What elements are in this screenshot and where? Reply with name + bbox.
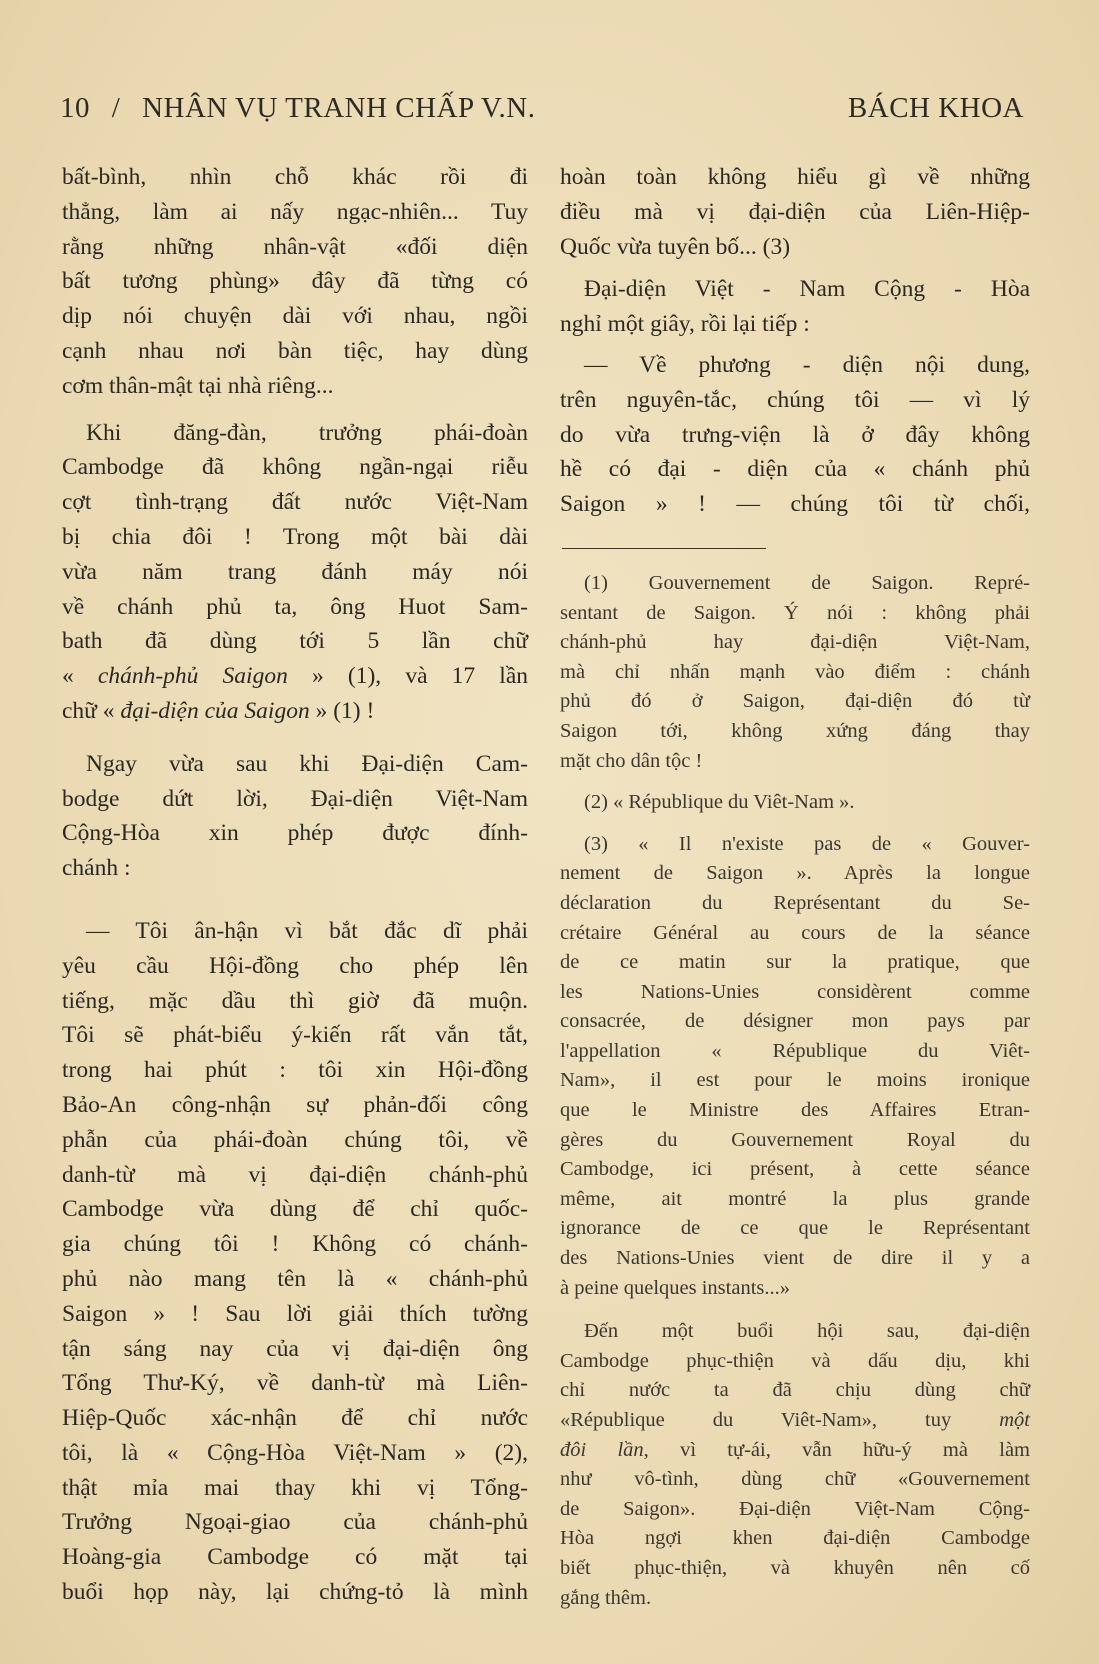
text-line: cạnh nhau nơi bàn tiệc, hay dùng	[62, 337, 528, 364]
text-line: Đến một buổi hội sau, đại-diện	[584, 1320, 1030, 1343]
text-fragment: , vì tự-ái, vẫn hữu-ý mà làm	[643, 1438, 1030, 1461]
text-line: Saigon » ! — chúng tôi từ chối,	[560, 491, 1030, 518]
text-line: trong hai phút : tôi xin Hội-đồng	[62, 1057, 528, 1084]
italic-term: đại-diện của Saigon	[120, 697, 310, 724]
text-line: bất-bình, nhìn chỗ khác rồi đi	[62, 164, 528, 190]
text-line: tôi, là « Cộng-Hòa Việt-Nam » (2),	[62, 1439, 528, 1466]
text-line: consacrée, de désigner mon pays par	[560, 1010, 1030, 1033]
paragraph	[560, 160, 1030, 264]
footnote-divider	[562, 548, 766, 549]
paragraph	[62, 914, 528, 1610]
text-line: tiếng, mặc dầu thì giờ đã muộn.	[62, 987, 528, 1014]
text-line: hoàn toàn không hiểu gì về những	[560, 164, 1030, 190]
text-line: Cambodge đã không ngần-ngại riễu	[62, 454, 528, 481]
text-line	[62, 659, 528, 694]
text-line: mặt cho dân tộc !	[560, 749, 703, 772]
text-line: Tổng Thư-Ký, về danh-từ mà Liên-	[62, 1370, 528, 1397]
text-line: buổi họp này, lại chứng-tỏ là mình	[62, 1579, 528, 1606]
text-line: Saigon tới, không xứng đáng thay	[560, 719, 1030, 742]
text-line: Hòa ngợi khen đại-diện Cambodge	[560, 1527, 1030, 1550]
text-line: nement de Saigon ». Après la longue	[560, 862, 1030, 885]
text-line: Cambodge, ici présent, à cette séance	[560, 1158, 1030, 1181]
text-line: Cambodge vừa dùng để chỉ quốc-	[62, 1196, 528, 1223]
text-line: Trưởng Ngoại-giao của chánh-phủ	[62, 1509, 528, 1536]
running-header	[60, 92, 1024, 138]
footnote-3	[560, 830, 1030, 1304]
header-left	[60, 92, 535, 125]
text-line: nghỉ một giây, rồi lại tiếp :	[560, 311, 810, 338]
footnotes	[560, 569, 1030, 1613]
text-fragment: «République du Viêt-Nam», tuy	[560, 1409, 1000, 1431]
text-line: Saigon » ! Sau lời giải thích tường	[62, 1300, 528, 1327]
text-line: Đại-diện Việt - Nam Cộng - Hòa	[584, 276, 1030, 303]
page-number: 10	[60, 92, 90, 124]
text-line: sentant de Saigon. Ý nói : không phải	[560, 601, 1030, 624]
text-line: (3) « Il n'existe pas de « Gouver-	[584, 832, 1030, 855]
text-line: Tôi sẽ phát-biểu ý-kiến rất vắn tắt,	[62, 1022, 528, 1049]
text-line: (2) « République du Viêt-Nam ».	[584, 791, 855, 814]
text-line: cợt tình-trạng đất nước Việt-Nam	[62, 489, 528, 516]
italic-term: đôi lần	[560, 1438, 644, 1461]
text-line: Hoàng-gia Cambodge có mặt tại	[62, 1544, 528, 1571]
text-line: phủ nào mang tên là « chánh-phủ	[62, 1265, 528, 1292]
text-line: gia chúng tôi ! Không có chánh-	[62, 1231, 528, 1258]
paragraph	[560, 1317, 1030, 1613]
text-line: ignorance de ce que le Représentant	[560, 1217, 1030, 1240]
publication-name: BÁCH KHOA	[847, 92, 1024, 124]
text-line: Nam», il est pour le moins ironique	[560, 1069, 1030, 1092]
paragraph	[560, 272, 1030, 342]
text-line: do vừa trưng-viện là ở đây không	[560, 421, 1030, 448]
paragraph	[62, 747, 528, 886]
paragraph	[62, 416, 528, 729]
text-line: điều mà vị đại-diện của Liên-Hiệp-	[560, 198, 1030, 225]
text-line: (1) Gouvernement de Saigon. Repré-	[584, 571, 1030, 594]
quote-open: «	[62, 663, 74, 690]
text-line: de ce matin sur la pratique, que	[560, 951, 1030, 974]
text-line: — Về phương - diện nội dung,	[584, 351, 1030, 378]
text-line: phủ đó ở Saigon, đại-diện đó từ	[560, 690, 1030, 713]
text-line: à peine quelques instants...»	[560, 1276, 791, 1299]
text-line: vừa năm trang đánh máy nói	[62, 558, 528, 585]
text-line: Ngay vừa sau khi Đại-diện Cam-	[86, 750, 528, 777]
text-line: yêu cầu Hội-đồng cho phép lên	[62, 952, 528, 979]
text-line: Bảo-An công-nhận sự phản-đối công	[62, 1091, 528, 1118]
paragraph	[560, 348, 1030, 522]
text-line: Quốc vừa tuyên bố... (3)	[560, 233, 791, 260]
text-line: bất tương phùng» đây đã từng có	[62, 268, 528, 295]
text-line: chánh :	[62, 855, 131, 882]
text-line: thật mỉa mai thay khi vị Tổng-	[62, 1474, 528, 1501]
text-line: bath đã dùng tới 5 lần chữ	[62, 628, 528, 655]
text-line: les Nations-Unies considèrent comme	[560, 980, 1030, 1003]
text-line: des Nations-Unies vient de dire il y a	[560, 1247, 1030, 1270]
text-line: crétaire Général au cours de la séance	[560, 921, 1030, 944]
text-line: l'appellation « République du Viêt-	[560, 1039, 1030, 1062]
text-fragment: chữ «	[62, 697, 115, 724]
text-line: Khi đăng-đàn, trưởng phái-đoàn	[86, 419, 528, 446]
footnote-2	[560, 788, 1030, 818]
text-line	[560, 1406, 1030, 1436]
text-line: tận sáng nay của vị đại-diện ông	[62, 1335, 528, 1362]
text-line: rằng những nhân-vật «đối diện	[62, 233, 528, 260]
text-line: même, ait montré la plus grande	[560, 1187, 1030, 1210]
text-line: thẳng, làm ai nấy ngạc-nhiên... Tuy	[62, 198, 528, 225]
text-line: gắng thêm.	[560, 1586, 652, 1609]
text-line: Cambodge phục-thiện và dấu dịu, khi	[560, 1349, 1030, 1372]
text-line: que le Ministre des Affaires Etran-	[560, 1099, 1030, 1122]
text-line: — Tôi ân-hận vì bắt đắc dĩ phải	[86, 917, 528, 944]
text-line: dịp nói chuyện dài với nhau, ngồi	[62, 303, 528, 330]
text-line: Cộng-Hòa xin phép được đính-	[62, 820, 528, 847]
text-line: bodge dứt lời, Đại-diện Việt-Nam	[62, 785, 528, 812]
paragraph	[62, 160, 528, 404]
text-line: déclaration du Représentant du Se-	[560, 891, 1030, 914]
text-line: cơm thân-mật tại nhà riêng...	[62, 372, 334, 399]
italic-term: một	[999, 1409, 1030, 1431]
text-line: như vô-tình, dùng chữ «Gouvernement	[560, 1468, 1030, 1491]
left-column	[62, 160, 528, 1610]
text-line: về chánh phủ ta, ông Huot Sam-	[62, 593, 528, 620]
section-title: NHÂN VỤ TRANH CHẤP V.N.	[142, 92, 536, 124]
right-column	[560, 160, 1030, 1613]
text-line: hề có đại - diện của « chánh phủ	[560, 456, 1030, 483]
footnote-1	[560, 569, 1030, 776]
text-line: phẫn của phái-đoàn chúng tôi, về	[62, 1126, 528, 1153]
text-line: trên nguyên-tắc, chúng tôi — vì lý	[560, 386, 1030, 413]
text-fragment: » (1), và 17 lần	[312, 663, 529, 690]
text-line	[560, 1436, 1030, 1466]
text-line: Hiệp-Quốc xác-nhận để chỉ nước	[62, 1405, 528, 1432]
text-line: gères du Gouvernement Royal du	[560, 1128, 1030, 1151]
text-line: biết phục-thiện, và khuyên nên cố	[560, 1556, 1030, 1579]
text-line: bị chia đôi ! Trong một bài dài	[62, 523, 528, 550]
text-line: chánh-phủ hay đại-diện Việt-Nam,	[560, 631, 1030, 654]
text-line: mà chỉ nhấn mạnh vào điểm : chánh	[560, 660, 1030, 683]
text-line: chỉ nước ta đã chịu dùng chữ	[560, 1379, 1030, 1402]
text-fragment: » (1) !	[315, 697, 375, 724]
text-line: danh-từ mà vị đại-diện chánh-phủ	[62, 1161, 528, 1188]
text-line	[62, 694, 528, 729]
text-line: de Saigon». Đại-diện Việt-Nam Cộng-	[560, 1497, 1030, 1520]
header-separator: /	[111, 92, 121, 124]
italic-term: chánh-phủ Saigon	[97, 663, 288, 690]
